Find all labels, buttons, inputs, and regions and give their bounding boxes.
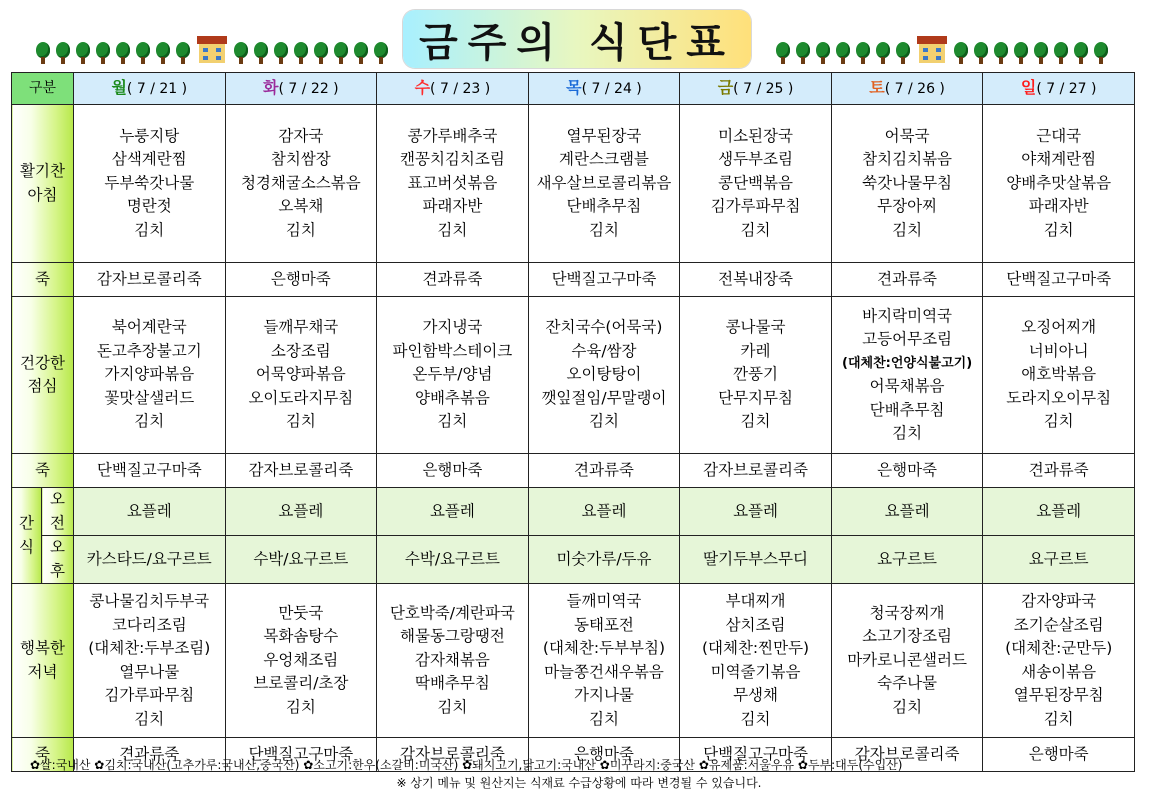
day-name: 토 — [869, 77, 885, 97]
menu-item: (대체찬:군만두) — [1005, 639, 1113, 657]
menu-item: 오이탕탕이 — [566, 365, 642, 384]
menu-item: 무장아찌 — [877, 197, 938, 216]
menu-item: 오징어찌개 — [1021, 318, 1097, 337]
menu-cell: 견과류죽 — [528, 454, 680, 488]
origin-note: ✿쌀:국내산 ✿김치:국내산(고추가루:국내산,중국산) ✿소고기:한우(소갈비:미국산) ✿돼지고기,닭고기:국내산 ✿미꾸라지:중국산 ✿유제품:서울우유 ✿두부:대두(수입산) — [30, 758, 903, 772]
menu-cell: 감자브로콜리죽 — [225, 454, 377, 488]
menu-item: 파인함박스테이크 — [392, 341, 513, 360]
menu-item: 새송이볶음 — [1021, 662, 1097, 681]
menu-cell: 미숫가루/두유 — [528, 536, 680, 584]
menu-item: 김가루파무침 — [710, 197, 801, 216]
menu-item: 김치 — [1043, 220, 1074, 239]
day-date: ( 7 / 27 ) — [1036, 80, 1097, 97]
snack-am-row — [12, 488, 1135, 536]
day-date: ( 7 / 25 ) — [733, 80, 794, 97]
menu-cell: 은행마죽 — [377, 454, 529, 488]
menu-cell — [528, 297, 680, 454]
tree-icon — [94, 42, 112, 64]
menu-item: 삼색계란찜 — [111, 150, 187, 169]
tree-icon — [232, 42, 250, 64]
menu-cell — [983, 584, 1135, 738]
menu-item: 캔꽁치김치조림 — [400, 150, 505, 169]
menu-item: 콩나물국 — [725, 318, 786, 337]
tree-icon — [894, 42, 912, 64]
menu-item: 양배추맛살볶음 — [1006, 173, 1112, 192]
day-header — [983, 73, 1135, 105]
trees-left-decoration — [34, 34, 390, 64]
menu-cell: 감자브로콜리죽 — [377, 738, 529, 772]
menu-item: 동태포전 — [574, 615, 634, 634]
menu-item: (대체찬:두부부침) — [542, 639, 666, 657]
day-date: ( 7 / 22 ) — [278, 80, 339, 97]
menu-item: 단배추무침 — [566, 197, 642, 216]
menu-item: 참치쌈장 — [270, 150, 331, 169]
tree-icon — [992, 42, 1010, 64]
menu-item: 북어계란국 — [111, 318, 187, 337]
tree-icon — [252, 42, 270, 64]
menu-item: 청경채굴소스볶음 — [240, 173, 361, 192]
menu-item: 참치김치볶음 — [862, 150, 953, 169]
menu-cell — [680, 297, 832, 454]
menu-cell: 은행마죽 — [831, 454, 983, 488]
menu-item: 김치 — [134, 412, 165, 431]
menu-cell: 요플레 — [377, 488, 529, 536]
menu-item: (대체찬:찐만두) — [701, 639, 810, 657]
menu-item: 무생채 — [733, 686, 778, 704]
menu-item: 만둣국 — [278, 603, 324, 622]
menu-item: 애호박볶음 — [1021, 365, 1097, 384]
day-name: 월 — [111, 77, 127, 97]
menu-item: 김치 — [134, 709, 165, 728]
menu-cell: 견과류죽 — [377, 263, 529, 297]
menu-item: 양배추볶음 — [414, 388, 490, 407]
page-title: 금주의 식단표 — [419, 19, 735, 66]
tree-icon — [292, 42, 310, 64]
menu-cell: 은행마죽 — [983, 738, 1135, 772]
porridge-label: 죽 — [12, 738, 74, 772]
menu-cell — [377, 297, 529, 454]
menu-cell: 단백질고구마죽 — [680, 738, 832, 772]
menu-item: 김치 — [285, 220, 316, 239]
snack-am-label: 오 전 — [42, 488, 74, 536]
menu-item: 열무나물 — [119, 662, 180, 681]
menu-item: 가지냉국 — [422, 318, 483, 337]
menu-cell — [225, 105, 377, 263]
tree-icon — [874, 42, 892, 64]
menu-cell: 단백질고구마죽 — [225, 738, 377, 772]
day-header — [831, 73, 983, 105]
porridge-label: 죽 — [12, 263, 74, 297]
title-banner — [403, 10, 751, 68]
day-name: 화 — [263, 77, 279, 97]
menu-cell: 요구르트 — [831, 536, 983, 584]
lunch-row — [12, 297, 1135, 454]
day-name: 목 — [566, 77, 582, 97]
menu-item: 김치 — [892, 220, 923, 239]
dinner-row — [12, 584, 1135, 738]
menu-item: 김치 — [285, 697, 316, 716]
menu-cell: 요플레 — [528, 488, 680, 536]
tree-icon — [794, 42, 812, 64]
snack-pm-row — [12, 536, 1135, 584]
menu-item: 청국장찌개 — [869, 603, 945, 622]
menu-item: 김치 — [134, 220, 165, 239]
day-header — [528, 73, 680, 105]
menu-item: 김치 — [740, 709, 771, 728]
menu-cell — [983, 105, 1135, 263]
menu-item: 열무된장국 — [566, 126, 642, 145]
menu-item: 가지양파볶음 — [104, 365, 195, 384]
menu-cell: 요플레 — [74, 488, 226, 536]
breakfast-label: 활기찬 아침 — [12, 105, 74, 263]
menu-cell: 요구르트 — [983, 536, 1135, 584]
menu-item: 도라지오이무침 — [1006, 388, 1112, 407]
tree-icon — [154, 42, 172, 64]
menu-cell — [831, 584, 983, 738]
menu-item: 마카로니콘샐러드 — [847, 650, 967, 669]
menu-item: 쑥갓나물무침 — [862, 173, 953, 192]
menu-cell: 요플레 — [983, 488, 1135, 536]
menu-cell: 딸기두부스무디 — [680, 536, 832, 584]
menu-cell — [680, 584, 832, 738]
menu-cell: 전복내장죽 — [680, 263, 832, 297]
menu-item: 김치 — [740, 220, 771, 239]
menu-item: 수육/쌈장 — [571, 341, 637, 360]
menu-item: 부대찌개 — [725, 592, 786, 610]
menu-cell: 감자브로콜리죽 — [680, 454, 832, 488]
menu-item: 딱배추무침 — [414, 674, 490, 693]
menu-item: 깻잎절임/무말랭이 — [541, 388, 667, 407]
tree-icon — [1052, 42, 1070, 64]
menu-item: 깐풍기 — [733, 365, 778, 384]
day-header — [680, 73, 832, 105]
menu-item: 파래자반 — [422, 197, 483, 216]
day-name: 금 — [717, 77, 734, 97]
header-row — [12, 73, 1135, 105]
menu-cell: 단백질고구마죽 — [983, 263, 1135, 297]
tree-icon — [74, 42, 92, 64]
menu-cell — [225, 297, 377, 454]
menu-item: 누룽지탕 — [119, 126, 180, 145]
tree-icon — [332, 42, 350, 64]
porridge-label: 죽 — [12, 454, 74, 488]
menu-item: 삼치조림 — [725, 615, 786, 634]
menu-item: 조기순살조림 — [1013, 615, 1104, 634]
menu-cell — [528, 584, 680, 738]
menu-cell — [377, 584, 529, 738]
menu-cell: 은행마죽 — [528, 738, 680, 772]
tree-icon — [54, 42, 72, 64]
menu-item: 목화솜탕수 — [263, 627, 339, 646]
menu-item: 김치 — [588, 709, 619, 728]
menu-item: 감자국 — [278, 126, 324, 145]
menu-item: 생두부조림 — [718, 150, 793, 169]
tree-icon — [854, 42, 872, 64]
menu-item: 오복채 — [278, 197, 324, 216]
menu-cell — [528, 105, 680, 263]
tree-icon — [34, 42, 52, 64]
menu-item: 미소된장국 — [718, 126, 793, 145]
menu-cell: 단백질고구마죽 — [528, 263, 680, 297]
menu-item: 가지나물 — [574, 686, 634, 704]
menu-item: 마늘쫑건새우볶음 — [544, 662, 664, 681]
menu-item: 잔치국수(어묵국) — [545, 318, 663, 337]
menu-cell: 카스타드/요구르트 — [74, 536, 226, 584]
menu-item: 고등어무조림 — [862, 330, 953, 348]
menu-cell — [74, 297, 226, 454]
menu-item: 숙주나물 — [877, 674, 938, 693]
menu-item: 단배추무침 — [869, 400, 945, 419]
breakfast-row — [12, 105, 1135, 263]
tree-icon — [834, 42, 852, 64]
menu-cell: 수박/요구르트 — [377, 536, 529, 584]
tree-icon — [272, 42, 290, 64]
tree-icon — [1012, 42, 1030, 64]
menu-item: 김치 — [437, 697, 468, 716]
snack-pm-label: 오 후 — [42, 536, 74, 584]
menu-item: 들깨무채국 — [263, 318, 339, 337]
menu-cell: 단백질고구마죽 — [74, 454, 226, 488]
change-notice: ※ 상기 메뉴 및 원산지는 식재료 수급상황에 따라 변경될 수 있습니다. — [396, 776, 762, 790]
menu-item: 어묵양파볶음 — [255, 365, 346, 384]
menu-item: 열무된장무침 — [1013, 686, 1104, 704]
menu-cell — [74, 584, 226, 738]
menu-cell — [680, 105, 832, 263]
menu-cell: 견과류죽 — [983, 454, 1135, 488]
day-header — [74, 73, 226, 105]
tree-icon — [972, 42, 990, 64]
menu-cell: 견과류죽 — [831, 263, 983, 297]
menu-cell — [831, 297, 983, 454]
menu-item: 김치 — [285, 412, 316, 431]
menu-item: 파래자반 — [1028, 197, 1089, 216]
menu-item: 새우살브로콜리볶음 — [536, 173, 672, 192]
menu-cell — [74, 105, 226, 263]
tree-icon — [372, 42, 390, 64]
menu-item: 온두부/양념 — [412, 365, 493, 384]
menu-item: 김가루파무침 — [104, 686, 195, 704]
menu-item: 김치 — [892, 424, 923, 442]
menu-cell — [831, 105, 983, 263]
menu-item: 코다리조림 — [111, 615, 187, 634]
menu-item: 김치 — [437, 220, 468, 239]
menu-item: 미역줄기볶음 — [710, 662, 801, 681]
menu-item: 근대국 — [1036, 126, 1082, 145]
tree-icon — [114, 42, 132, 64]
menu-cell: 감자브로콜리죽 — [831, 738, 983, 772]
menu-item: (대체찬:두부조림) — [88, 639, 211, 657]
menu-cell: 요플레 — [225, 488, 377, 536]
menu-item: 김치 — [740, 412, 771, 431]
menu-item: 콩단백볶음 — [718, 173, 793, 192]
menu-item: 명란젓 — [126, 197, 172, 216]
menu-cell: 감자브로콜리죽 — [74, 263, 226, 297]
menu-item: 돈고추장불고기 — [96, 341, 202, 360]
menu-item: 표고버섯볶음 — [407, 173, 498, 192]
day-name: 수 — [414, 77, 431, 97]
menu-item: 두부쑥갓나물 — [104, 173, 195, 192]
tree-icon — [1072, 42, 1090, 64]
menu-item: 계란스크램블 — [559, 150, 649, 169]
day-date: ( 7 / 26 ) — [884, 80, 945, 97]
menu-cell: 요플레 — [831, 488, 983, 536]
weekly-menu-table — [11, 72, 1135, 772]
menu-item: 김치 — [588, 412, 619, 431]
day-name: 일 — [1020, 77, 1037, 97]
menu-item: 김치 — [588, 220, 619, 239]
tree-icon — [952, 42, 970, 64]
tree-icon — [352, 42, 370, 64]
menu-item: 카레 — [740, 341, 771, 360]
menu-cell: 요플레 — [680, 488, 832, 536]
menu-item: (대체찬:언양식불고기) — [842, 355, 973, 371]
snack-label: 간 식 — [12, 488, 42, 584]
menu-item: 브로콜리/초장 — [253, 674, 349, 693]
menu-item: 감자채볶음 — [414, 650, 490, 669]
menu-item: 소장조림 — [270, 341, 331, 360]
menu-cell: 은행마죽 — [225, 263, 377, 297]
tree-icon — [1092, 42, 1110, 64]
menu-item: 야채계란찜 — [1021, 150, 1097, 169]
menu-cell: 견과류죽 — [74, 738, 226, 772]
tree-icon — [174, 42, 192, 64]
menu-item: 들깨미역국 — [566, 592, 642, 610]
trees-right-decoration — [774, 34, 1110, 64]
menu-item: 단무지무침 — [718, 388, 793, 407]
menu-cell — [225, 584, 377, 738]
house-icon — [917, 34, 947, 64]
tree-icon — [1032, 42, 1050, 64]
tree-icon — [814, 42, 832, 64]
menu-item: 바지락미역국 — [862, 306, 953, 325]
lunch-label: 건강한 점심 — [12, 297, 74, 454]
tree-icon — [312, 42, 330, 64]
breakfast-porridge-row — [12, 263, 1135, 297]
day-date: ( 7 / 21 ) — [126, 80, 188, 97]
menu-item: 김치 — [892, 697, 923, 716]
menu-item: 김치 — [1043, 709, 1074, 728]
menu-item: 우엉채조림 — [263, 650, 339, 669]
day-header — [225, 73, 377, 105]
category-header: 구분 — [12, 73, 74, 105]
menu-item: 콩가루배추국 — [407, 126, 498, 145]
lunch-porridge-row — [12, 454, 1135, 488]
day-date: ( 7 / 24 ) — [581, 80, 642, 97]
menu-item: 감자양파국 — [1021, 592, 1097, 610]
menu-item: 김치 — [437, 412, 468, 431]
menu-item: 어묵채볶음 — [869, 377, 945, 395]
menu-item: 해물동그랑땡전 — [400, 627, 505, 646]
menu-cell — [377, 105, 529, 263]
tree-icon — [774, 42, 792, 64]
menu-item: 너비아니 — [1028, 341, 1089, 360]
menu-cell: 수박/요구르트 — [225, 536, 377, 584]
menu-item: 꽃맛살샐러드 — [104, 388, 195, 407]
menu-item: 오이도라지무침 — [248, 388, 354, 407]
day-header — [377, 73, 529, 105]
menu-item: 어묵국 — [884, 126, 930, 145]
menu-item: 김치 — [1043, 412, 1074, 431]
house-icon — [197, 34, 227, 64]
menu-item: 단호박죽/계란파국 — [389, 603, 515, 622]
menu-item: 콩나물김치두부국 — [89, 592, 210, 610]
menu-item: 소고기장조림 — [862, 627, 953, 646]
tree-icon — [134, 42, 152, 64]
menu-cell — [983, 297, 1135, 454]
day-date: ( 7 / 23 ) — [430, 80, 491, 97]
dinner-label: 행복한 저녁 — [12, 584, 74, 738]
